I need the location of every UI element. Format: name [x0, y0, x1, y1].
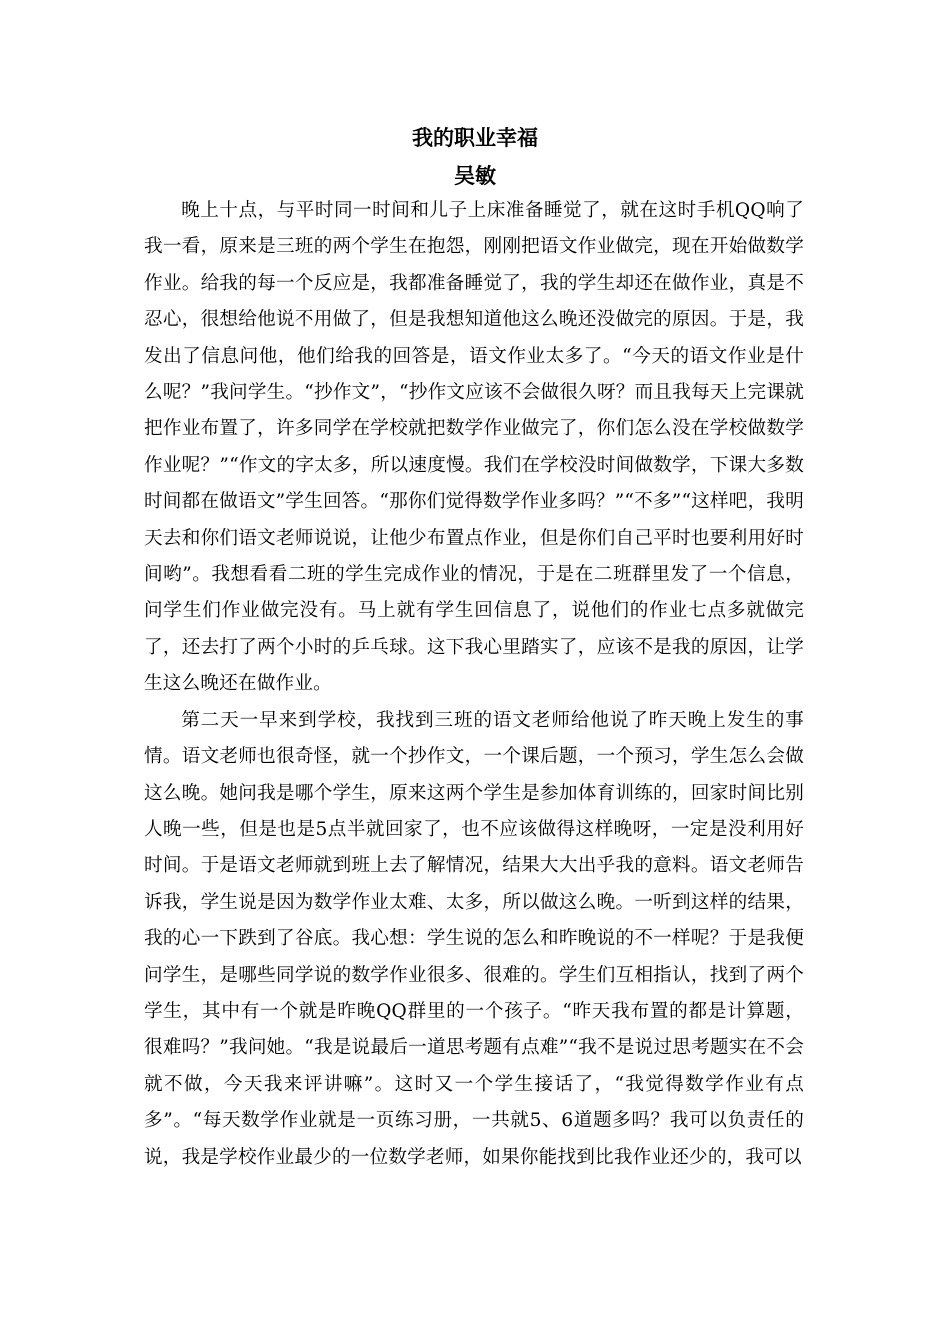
document-title: 我的职业幸福: [412, 126, 538, 150]
article-body: [144, 193, 804, 1176]
paragraph: 第二天一早来到学校，我找到三班的语文老师给他说了昨天晚上发生的事情。语文老师也很奇怪，就一个抄作文，一个课后题，一个预习，学生怎么会做这么晚。她问我是哪个学生，原来这两个学生是参加体育训练的，回家时间比别人晚一些，但是也是5点半就回家了，也不应该做得这样晚呀，一定是没利用好时间。于是语文老师就到班上去了解情况，结果大大出乎我的意料。语文老师告诉我，学生说是因为数学作业太难、太多，所以做这么晚。一听到这样的结果，我的心一下跌到了谷底。我心想：学生说的怎么和昨晚说的不一样呢？于是我便问学生，是哪些同学说的数学作业很多、很难的。学生们互相指认，找到了两个学生，其中有一个就是昨晚QQ群里的一个孩子。“昨天我布置的都是计算题，很难吗？”我问她。“我是说最后一道思考题有点难”“我不是说过思考题实在不会就不做，今天我来评讲嘛”。这时又一个学生接话了，“我觉得数学作业有点多”。“每天数学作业就是一页练习册，一共就5、6道题多吗？我可以负责任的说，我是学校作业最少的一位数学老师，如果你能找到比我作业还少的，我可以: [144, 709, 804, 1168]
author-name: 吴敏: [454, 164, 496, 188]
paragraph: 晚上十点，与平时同一时间和儿子上床准备睡觉了，就在这时手机QQ响了我一看，原来是三班的两个学生在抱怨，刚刚把语文作业做完，现在开始做数学作业。给我的每一个反应是，我都准备睡觉了，我的学生却还在做作业，真是不忍心，很想给他说不用做了，但是我想知道他这么晚还没做完的原因。于是，我发出了信息问他，他们给我的回答是，语文作业太多了。“今天的语文作业是什么呢？”我问学生。“抄作文”，“抄作文应该不会做很久呀？而且我每天上完课就把作业布置了，许多同学在学校就把数学作业做完了，你们怎么没在学校做数学作业呢？”“作文的字太多，所以速度慢。我们在学校没时间做数学，下课大多数时间都在做语文”学生回答。“那你们觉得数学作业多吗？”“不多”“这样吧，我明天去和你们语文老师说说，让他少布置点作业，但是你们自己平时也要利用好时间哟”。我想看看二班的学生完成作业的情况，于是在二班群里发了一个信息，问学生们作业做完没有。马上就有学生回信息了，说他们的作业七点多就做完了，还去打了两个小时的乒乓球。这下我心里踏实了，应该不是我的原因，让学生这么晚还在做作业。: [144, 200, 804, 695]
